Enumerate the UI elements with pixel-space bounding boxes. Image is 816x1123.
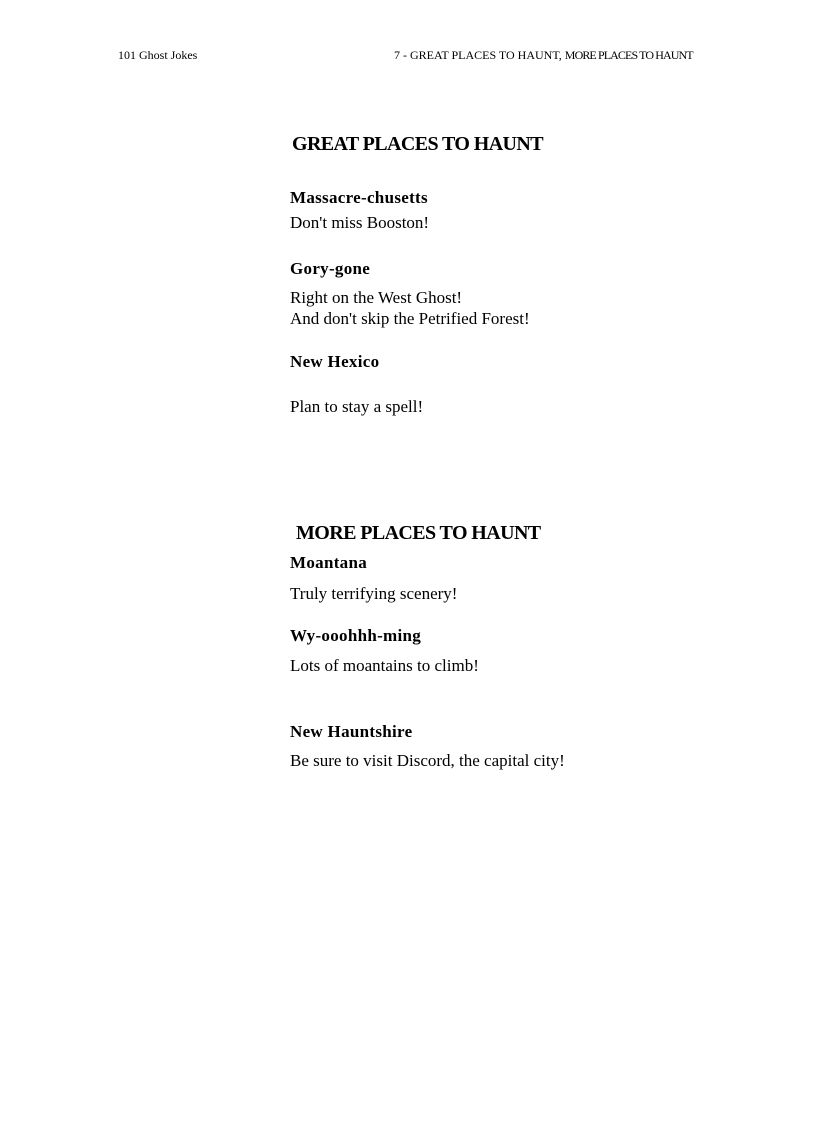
entry-title: New Hexico: [290, 352, 380, 371]
entry-title: New Hauntshire: [290, 722, 413, 741]
entry-title: Wy-ooohhh-ming: [290, 626, 422, 645]
entry-text: [290, 287, 530, 329]
entry-line: Right on the West Ghost!: [290, 288, 463, 307]
entry-text: [290, 750, 565, 771]
entry-line: Truly terrifying scenery!: [290, 584, 458, 603]
entry-line: And don't skip the Petrified Forest!: [290, 309, 530, 328]
chapter-heading: [394, 47, 693, 63]
entry-title: Gory-gone: [290, 259, 371, 278]
entry-text: [290, 583, 457, 604]
chapter-heading-condensed: MORE PLACES TO HAUNT: [564, 48, 693, 62]
entry-title: Moantana: [290, 553, 368, 572]
book-title: 101 Ghost Jokes: [118, 48, 198, 62]
entry-line: Lots of moantains to climb!: [290, 656, 479, 675]
entry-line: Plan to stay a spell!: [290, 397, 424, 416]
entry-line: Be sure to visit Discord, the capital city!: [290, 751, 565, 770]
entry-text: [290, 396, 423, 417]
chapter-heading-main: 7 - GREAT PLACES TO HAUNT,: [394, 48, 565, 62]
entry-title: Massacre-chusetts: [290, 188, 428, 207]
section-title: GREAT PLACES TO HAUNT: [292, 133, 543, 155]
entry-text: [290, 212, 429, 233]
entry-text: [290, 655, 479, 676]
section-title: MORE PLACES TO HAUNT: [296, 522, 541, 544]
entry-line: Don't miss Booston!: [290, 213, 430, 232]
